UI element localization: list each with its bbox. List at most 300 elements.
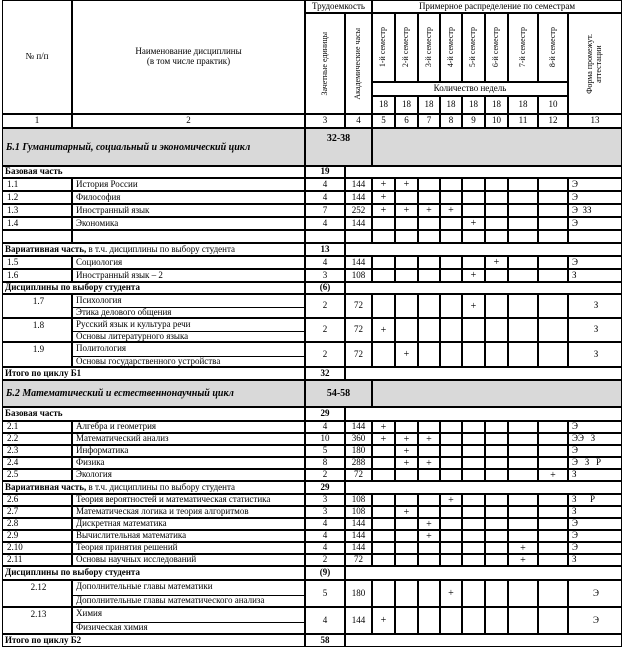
semester-cell bbox=[440, 506, 462, 518]
total-label: Итого по циклу Б1 bbox=[2, 367, 305, 380]
semester-cell bbox=[485, 230, 508, 243]
semester-cell bbox=[508, 342, 538, 367]
group-label-rest: в т.ч. дисциплины по выбору студента bbox=[86, 481, 236, 492]
discipline-name: Основы литературного языка bbox=[76, 331, 189, 341]
group-fill bbox=[345, 282, 622, 294]
plus-mark: + bbox=[403, 205, 410, 216]
credit-units: 3 bbox=[305, 506, 345, 518]
semester-cell bbox=[440, 294, 462, 318]
discipline-name: Иностранный язык bbox=[72, 204, 305, 217]
semester-cell bbox=[372, 269, 395, 282]
discipline-name: История России bbox=[72, 178, 305, 191]
group-label-text: Базовая часть bbox=[5, 408, 63, 419]
header-zet bbox=[305, 13, 345, 114]
semester-cell bbox=[372, 506, 395, 518]
semester-cell bbox=[395, 294, 418, 318]
semester-cell bbox=[508, 457, 538, 469]
semester-cell bbox=[538, 542, 568, 554]
semester-cell bbox=[372, 191, 395, 204]
plus-mark: + bbox=[403, 506, 410, 518]
semester-cell bbox=[508, 294, 538, 318]
semester-cell bbox=[462, 530, 485, 542]
row-number: 2.6 bbox=[2, 494, 72, 506]
group-label bbox=[2, 407, 305, 421]
semester-cell bbox=[395, 178, 418, 191]
group-credits: 29 bbox=[305, 407, 345, 421]
semester-cell bbox=[395, 269, 418, 282]
semester-cell bbox=[440, 269, 462, 282]
column-number: 10 bbox=[485, 114, 508, 128]
academic-hours: 144 bbox=[345, 256, 372, 269]
header-hours bbox=[345, 13, 372, 114]
plus-mark: + bbox=[403, 457, 410, 469]
plus-mark: + bbox=[520, 554, 526, 566]
semester-cell bbox=[372, 256, 395, 269]
semester-cell bbox=[485, 256, 508, 269]
semester-cell bbox=[440, 342, 462, 367]
group-label-text: Вариативная часть, bbox=[5, 243, 87, 254]
semester-cell bbox=[485, 494, 508, 506]
semester-cell bbox=[462, 433, 485, 445]
semester-cell bbox=[440, 178, 462, 191]
total-label: Итого по циклу Б2 bbox=[2, 634, 305, 647]
semester-cell bbox=[508, 542, 538, 554]
semester-cell bbox=[395, 217, 418, 230]
group-label bbox=[2, 481, 305, 494]
semester-cell bbox=[418, 342, 440, 367]
semester-cell bbox=[372, 580, 395, 607]
section-title: Б.2 Математический и естественнонаучный цикл bbox=[2, 380, 305, 407]
academic-hours: 72 bbox=[345, 318, 372, 342]
header-weeks: 10 bbox=[538, 96, 568, 114]
semester-cell bbox=[462, 580, 485, 607]
header-semester bbox=[372, 13, 395, 82]
academic-hours: 144 bbox=[345, 191, 372, 204]
group-credits: 19 bbox=[305, 166, 345, 178]
row-number: 1.8 bbox=[2, 318, 72, 342]
semester-cell bbox=[440, 580, 462, 607]
semester-cell bbox=[395, 518, 418, 530]
semester-cell bbox=[395, 530, 418, 542]
discipline-pair bbox=[72, 607, 305, 634]
discipline-name: Экономика bbox=[72, 217, 305, 230]
semester-cell bbox=[440, 518, 462, 530]
semester-cell bbox=[395, 318, 418, 342]
semester-cell bbox=[418, 421, 440, 433]
semester-cell bbox=[508, 269, 538, 282]
group-label-rest: в т.ч. дисциплины по выбору студента bbox=[86, 243, 236, 254]
discipline-name: Вычислительная математика bbox=[72, 530, 305, 542]
discipline-name: Основы государственного устройства bbox=[76, 355, 221, 366]
discipline-name: Социология bbox=[72, 256, 305, 269]
discipline-name: Этика делового общения bbox=[76, 307, 172, 317]
semester-cell bbox=[485, 542, 508, 554]
semester-cell bbox=[395, 191, 418, 204]
column-number: 4 bbox=[345, 114, 372, 128]
semester-cell bbox=[418, 494, 440, 506]
credit-units: 3 bbox=[305, 494, 345, 506]
semester-cell bbox=[485, 469, 508, 481]
header-semester bbox=[508, 13, 538, 82]
header-weeks: 18 bbox=[440, 96, 462, 114]
column-number: 7 bbox=[418, 114, 440, 128]
group-credits: (9) bbox=[305, 566, 345, 580]
control-form: Э bbox=[568, 445, 622, 457]
discipline-name: Политология bbox=[76, 343, 127, 353]
semester-cell bbox=[372, 518, 395, 530]
plus-mark: + bbox=[470, 300, 477, 312]
row-number: 2.7 bbox=[2, 506, 72, 518]
semester-cell bbox=[440, 204, 462, 217]
semester-cell bbox=[462, 318, 485, 342]
group-label-text: Вариативная часть, bbox=[5, 481, 87, 492]
academic-hours: 144 bbox=[345, 518, 372, 530]
semester-cell bbox=[508, 421, 538, 433]
header-semester bbox=[395, 13, 418, 82]
semester-cell bbox=[372, 457, 395, 469]
semester-cell bbox=[508, 607, 538, 634]
total-credits: 58 bbox=[305, 634, 345, 647]
discipline-pair bbox=[72, 580, 305, 607]
group-fill bbox=[345, 481, 622, 494]
semester-cell bbox=[485, 294, 508, 318]
semester-cell bbox=[508, 518, 538, 530]
credit-units: 5 bbox=[305, 580, 345, 607]
control-form: Э bbox=[568, 518, 622, 530]
semester-cell bbox=[440, 191, 462, 204]
credit-units: 4 bbox=[305, 530, 345, 542]
credit-units bbox=[305, 230, 345, 243]
semester-cell bbox=[485, 580, 508, 607]
plus-mark: + bbox=[493, 257, 500, 268]
control-form: З bbox=[568, 506, 622, 518]
header-weeks: 18 bbox=[395, 96, 418, 114]
discipline-pair bbox=[72, 342, 305, 367]
semester-cell bbox=[372, 469, 395, 481]
semester-cell bbox=[418, 256, 440, 269]
credit-units: 4 bbox=[305, 191, 345, 204]
semester-cell bbox=[538, 445, 568, 457]
semester-cell bbox=[440, 542, 462, 554]
plus-mark: + bbox=[380, 615, 387, 626]
academic-hours: 288 bbox=[345, 457, 372, 469]
group-credits: 13 bbox=[305, 243, 345, 256]
semester-cell bbox=[395, 342, 418, 367]
academic-hours: 144 bbox=[345, 217, 372, 230]
semester-cell bbox=[462, 342, 485, 367]
header-control bbox=[568, 13, 622, 114]
semester-cell bbox=[538, 191, 568, 204]
semester-cell bbox=[538, 318, 568, 342]
semester-cell bbox=[462, 506, 485, 518]
row-number: 2.2 bbox=[2, 433, 72, 445]
discipline-name: Математическая логика и теория алгоритмов bbox=[72, 506, 305, 518]
header-labor: Трудоемкость bbox=[305, 0, 372, 13]
semester-cell bbox=[508, 318, 538, 342]
header-semester bbox=[462, 13, 485, 82]
credit-units: 4 bbox=[305, 607, 345, 634]
semester-cell bbox=[395, 494, 418, 506]
discipline-name: Информатика bbox=[72, 445, 305, 457]
header-weeks-label: Количество недель bbox=[372, 82, 568, 96]
semester-cell bbox=[508, 230, 538, 243]
semester-cell bbox=[372, 318, 395, 342]
semester-cell bbox=[462, 191, 485, 204]
group-label bbox=[2, 566, 305, 580]
section-credits: 54-58 bbox=[305, 380, 372, 407]
semester-cell bbox=[395, 542, 418, 554]
header-semester-text: 5-й семестр bbox=[468, 27, 478, 68]
group-fill bbox=[345, 166, 622, 178]
control-form: Э bbox=[568, 191, 622, 204]
semester-cell bbox=[538, 506, 568, 518]
semester-cell bbox=[462, 178, 485, 191]
semester-cell bbox=[372, 342, 395, 367]
discipline-name: Алгебра и геометрия bbox=[72, 421, 305, 433]
semester-cell bbox=[485, 554, 508, 566]
semester-cell bbox=[440, 530, 462, 542]
row-number: 2.3 bbox=[2, 445, 72, 457]
semester-cell bbox=[418, 506, 440, 518]
semester-cell bbox=[372, 217, 395, 230]
plus-mark: + bbox=[403, 349, 410, 360]
row-number: 2.5 bbox=[2, 469, 72, 481]
header-semester-text: 8-й семестр bbox=[547, 27, 557, 68]
row-number: 2.4 bbox=[2, 457, 72, 469]
semester-cell bbox=[395, 421, 418, 433]
semester-cell bbox=[538, 217, 568, 230]
header-weeks: 18 bbox=[485, 96, 508, 114]
semester-cell bbox=[508, 178, 538, 191]
column-number: 11 bbox=[508, 114, 538, 128]
control-form: Э bbox=[568, 580, 622, 607]
semester-cell bbox=[485, 421, 508, 433]
credit-units: 2 bbox=[305, 342, 345, 367]
header-control-line: Форма промежут. bbox=[585, 33, 595, 94]
credit-units: 4 bbox=[305, 421, 345, 433]
control-form: Э bbox=[568, 178, 622, 191]
semester-cell bbox=[395, 433, 418, 445]
semester-cell bbox=[395, 230, 418, 243]
header-weeks: 18 bbox=[508, 96, 538, 114]
academic-hours: 144 bbox=[345, 542, 372, 554]
header-semester-text: 6-й семестр bbox=[491, 27, 501, 68]
control-form: ЭЭ З bbox=[568, 433, 622, 445]
control-form: З bbox=[568, 269, 622, 282]
semester-cell bbox=[508, 554, 538, 566]
credit-units: 4 bbox=[305, 178, 345, 191]
credit-units: 10 bbox=[305, 433, 345, 445]
semester-cell bbox=[372, 530, 395, 542]
column-number: 5 bbox=[372, 114, 395, 128]
semester-cell bbox=[485, 530, 508, 542]
pair-divider bbox=[73, 356, 304, 357]
semester-cell bbox=[538, 554, 568, 566]
semester-cell bbox=[395, 580, 418, 607]
group-label-text: Дисциплины по выбору студента bbox=[5, 567, 140, 578]
discipline-pair bbox=[72, 318, 305, 342]
semester-cell bbox=[372, 445, 395, 457]
credit-units: 4 bbox=[305, 256, 345, 269]
semester-cell bbox=[440, 421, 462, 433]
semester-cell bbox=[485, 318, 508, 342]
academic-hours: 180 bbox=[345, 445, 372, 457]
control-form: З Р bbox=[568, 494, 622, 506]
semester-cell bbox=[395, 256, 418, 269]
column-number: 9 bbox=[462, 114, 485, 128]
semester-cell bbox=[538, 421, 568, 433]
semester-cell bbox=[485, 217, 508, 230]
pair-divider bbox=[73, 331, 304, 332]
credit-units: 2 bbox=[305, 554, 345, 566]
semester-cell bbox=[372, 204, 395, 217]
semester-cell bbox=[440, 554, 462, 566]
control-form: З bbox=[568, 294, 622, 318]
plus-mark: + bbox=[380, 324, 387, 336]
semester-cell bbox=[508, 580, 538, 607]
semester-cell bbox=[440, 217, 462, 230]
semester-cell bbox=[418, 607, 440, 634]
column-number: 6 bbox=[395, 114, 418, 128]
group-fill bbox=[345, 407, 622, 421]
semester-cell bbox=[395, 554, 418, 566]
semester-cell bbox=[508, 433, 538, 445]
header-num: № п/п bbox=[2, 0, 72, 114]
semester-cell bbox=[440, 230, 462, 243]
semester-cell bbox=[462, 230, 485, 243]
semester-cell bbox=[440, 318, 462, 342]
semester-cell bbox=[538, 469, 568, 481]
semester-cell bbox=[462, 607, 485, 634]
group-credits: 29 bbox=[305, 481, 345, 494]
plus-mark: + bbox=[380, 192, 387, 203]
discipline-name: Химия bbox=[76, 608, 102, 618]
academic-hours: 72 bbox=[345, 342, 372, 367]
discipline-name: Основы научных исследований bbox=[72, 554, 305, 566]
semester-cell bbox=[418, 518, 440, 530]
row-number bbox=[2, 230, 72, 243]
semester-cell bbox=[485, 506, 508, 518]
plus-mark: + bbox=[448, 205, 454, 216]
discipline-name: Иностранный язык – 2 bbox=[72, 269, 305, 282]
academic-hours: 252 bbox=[345, 204, 372, 217]
plus-mark: + bbox=[550, 469, 556, 481]
control-form: З bbox=[568, 318, 622, 342]
discipline-name: Математический анализ bbox=[72, 433, 305, 445]
academic-hours: 144 bbox=[345, 421, 372, 433]
column-number: 8 bbox=[440, 114, 462, 128]
group-label bbox=[2, 243, 305, 256]
credit-units: 2 bbox=[305, 294, 345, 318]
row-number: 2.9 bbox=[2, 530, 72, 542]
discipline-name: Дополнительные главы математики bbox=[76, 581, 213, 591]
academic-hours: 108 bbox=[345, 494, 372, 506]
semester-cell bbox=[372, 433, 395, 445]
semester-cell bbox=[372, 421, 395, 433]
semester-cell bbox=[440, 433, 462, 445]
total-credits: 32 bbox=[305, 367, 345, 380]
column-number: 12 bbox=[538, 114, 568, 128]
academic-hours: 108 bbox=[345, 269, 372, 282]
academic-hours: 360 bbox=[345, 433, 372, 445]
group-fill bbox=[345, 243, 622, 256]
header-weeks: 18 bbox=[418, 96, 440, 114]
semester-cell bbox=[462, 445, 485, 457]
credit-units: 2 bbox=[305, 469, 345, 481]
row-number: 2.12 bbox=[2, 580, 72, 607]
semester-cell bbox=[372, 554, 395, 566]
semester-cell bbox=[395, 457, 418, 469]
semester-cell bbox=[418, 445, 440, 457]
semester-cell bbox=[372, 178, 395, 191]
header-control-text bbox=[586, 34, 604, 94]
control-form: З bbox=[568, 554, 622, 566]
academic-hours bbox=[345, 230, 372, 243]
semester-cell bbox=[508, 469, 538, 481]
semester-cell bbox=[418, 433, 440, 445]
semester-cell bbox=[485, 191, 508, 204]
semester-cell bbox=[440, 607, 462, 634]
semester-cell bbox=[538, 607, 568, 634]
discipline-name: Философия bbox=[72, 191, 305, 204]
semester-cell bbox=[440, 457, 462, 469]
semester-cell bbox=[440, 256, 462, 269]
control-form: Э bbox=[568, 256, 622, 269]
semester-cell bbox=[418, 269, 440, 282]
credit-units: 5 bbox=[305, 445, 345, 457]
semester-cell bbox=[538, 457, 568, 469]
semester-cell bbox=[538, 204, 568, 217]
semester-cell bbox=[538, 178, 568, 191]
section-fill bbox=[372, 128, 622, 166]
row-number: 1.6 bbox=[2, 269, 72, 282]
academic-hours: 72 bbox=[345, 294, 372, 318]
semester-cell bbox=[418, 230, 440, 243]
semester-cell bbox=[485, 269, 508, 282]
control-form bbox=[568, 230, 622, 243]
semester-cell bbox=[485, 204, 508, 217]
row-number: 2.13 bbox=[2, 607, 72, 634]
plus-mark: + bbox=[426, 457, 432, 469]
column-number: 2 bbox=[72, 114, 305, 128]
total-fill bbox=[345, 634, 622, 647]
semester-cell bbox=[538, 580, 568, 607]
semester-cell bbox=[485, 607, 508, 634]
semester-cell bbox=[440, 445, 462, 457]
group-label bbox=[2, 282, 305, 294]
row-number: 2.10 bbox=[2, 542, 72, 554]
semester-cell bbox=[418, 294, 440, 318]
plus-mark: + bbox=[403, 179, 410, 190]
semester-cell bbox=[395, 607, 418, 634]
discipline-name: Физическая химия bbox=[76, 621, 148, 632]
semester-cell bbox=[418, 217, 440, 230]
semester-cell bbox=[372, 494, 395, 506]
header-semester-text: 2-й семестр bbox=[401, 27, 411, 68]
semester-cell bbox=[508, 445, 538, 457]
column-number: 1 bbox=[2, 114, 72, 128]
row-number: 1.5 bbox=[2, 256, 72, 269]
control-form: Э bbox=[568, 607, 622, 634]
plus-mark: + bbox=[380, 179, 387, 190]
discipline-name: Экология bbox=[72, 469, 305, 481]
semester-cell bbox=[372, 294, 395, 318]
discipline-name: Дискретная математика bbox=[72, 518, 305, 530]
credit-units: 8 bbox=[305, 457, 345, 469]
pair-divider bbox=[73, 622, 304, 623]
semester-cell bbox=[462, 542, 485, 554]
discipline-name: Русский язык и культура речи bbox=[76, 319, 191, 329]
